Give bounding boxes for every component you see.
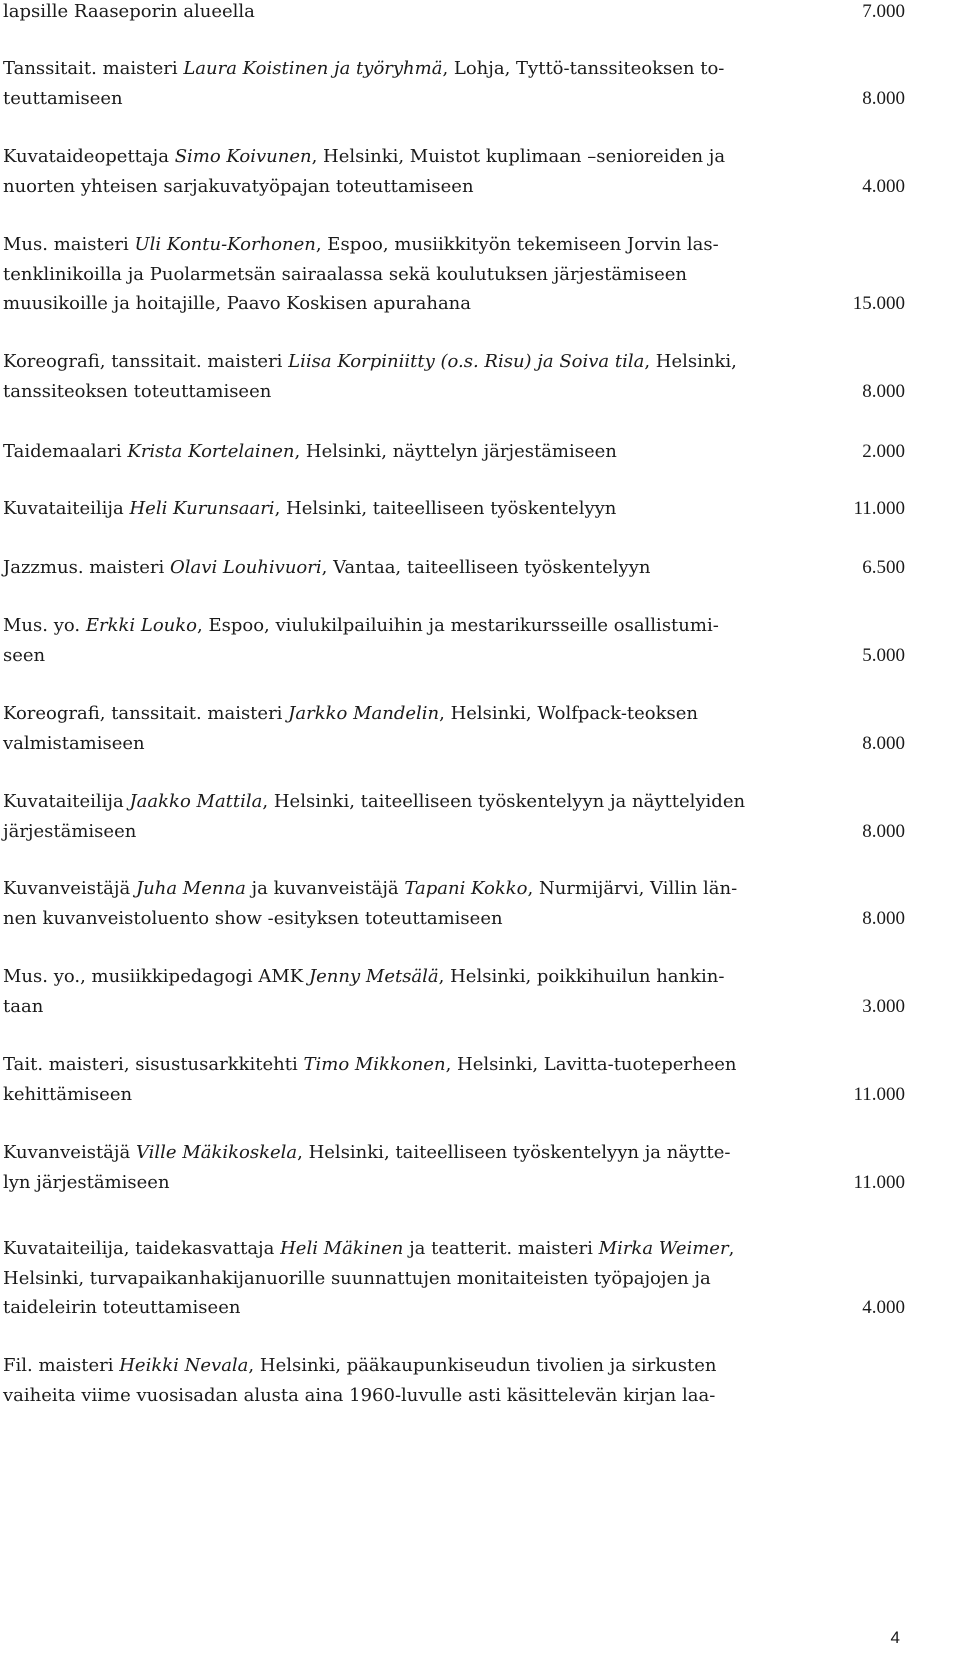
entry-text: nuorten yhteisen sarjakuvatyöpajan toteuttamiseen — [3, 175, 474, 197]
entry-text: Tanssitait. maisteri — [3, 58, 184, 79]
entry-text: Kuvanveistäjä — [3, 878, 136, 899]
recipient-name: Olavi Louhivuori — [170, 557, 322, 578]
grant-entry — [3, 965, 905, 1024]
entry-text: lyn järjestämiseen — [3, 1171, 170, 1193]
entry-text: tanssiteoksen toteuttamiseen — [3, 380, 272, 402]
entry-text: Kuvataiteilija, taidekasvattaja — [3, 1238, 281, 1259]
grant-entry — [3, 440, 905, 470]
entry-text-line — [3, 644, 45, 668]
entry-text: tenklinikoilla ja Puolarmetsän sairaalassa sekä koulutuksen järjestämiseen — [3, 263, 688, 285]
entry-text-line — [3, 380, 271, 404]
recipient-name: Simo Koivunen — [174, 146, 312, 167]
entry-text: ja teatterit. maisteri — [403, 1238, 599, 1259]
grant-amount: 4.000 — [862, 1297, 905, 1318]
entry-text-line — [3, 877, 737, 901]
entry-text: Kuvataiteilija — [3, 498, 130, 519]
entry-text-line — [3, 497, 616, 521]
recipient-name: Tapani Kokko — [404, 878, 528, 899]
grant-amount: 4.000 — [862, 175, 905, 197]
entry-text-line — [3, 1237, 734, 1261]
entry-text: , Helsinki, taiteelliseen työskentelyyn — [274, 498, 617, 519]
entry-text: , Helsinki, pääkaupunkiseudun tivolien ja sirkusten — [248, 1355, 717, 1376]
entry-text: , Helsinki, näyttelyn järjestämiseen — [294, 441, 617, 462]
entry-text: Kuvanveistäjä — [3, 1142, 136, 1163]
entry-text-line — [3, 790, 745, 814]
entry-text-line — [3, 732, 145, 756]
entry-text-line — [3, 1171, 170, 1195]
grant-entry — [3, 877, 905, 936]
entry-text: Tait. maisteri, sisustusarkkitehti — [3, 1054, 304, 1075]
page-number: 4 — [890, 1628, 900, 1647]
grant-entry — [3, 614, 905, 673]
entry-text: , Lohja, Tyttö-tanssiteoksen to- — [442, 58, 725, 79]
recipient-name: Ville Mäkikoskela — [135, 1142, 298, 1163]
entry-text: muusikoille ja hoitajille, Paavo Koskisen apurahana — [3, 293, 471, 314]
grant-entry — [3, 1354, 905, 1413]
entry-text: , Espoo, viulukilpailuihin ja mestarikursseille osallistumi- — [197, 615, 719, 636]
entry-text-line — [3, 87, 123, 111]
entry-text: , Helsinki, Lavitta-tuoteperheen — [445, 1054, 737, 1075]
grant-amount: 8.000 — [862, 87, 905, 109]
recipient-name: Krista Kortelainen — [127, 441, 295, 462]
grant-amount: 11.000 — [853, 1083, 905, 1105]
entry-text-line — [3, 1083, 132, 1107]
entry-text-line — [3, 1053, 737, 1077]
entry-text: Koreografi, tanssitait. maisteri — [3, 703, 289, 724]
entry-text-line — [3, 1141, 730, 1165]
entry-text: , — [728, 1238, 735, 1259]
entry-text-line — [3, 614, 719, 638]
recipient-name: Uli Kontu-Korhonen — [134, 234, 316, 255]
entry-text-line — [3, 702, 698, 726]
recipient-name: Erkki Louko — [85, 615, 198, 636]
entry-text-line — [3, 145, 725, 169]
recipient-name: Heli Kurunsaari — [129, 498, 275, 519]
entry-text-line — [3, 233, 719, 257]
entry-text: teuttamiseen — [3, 87, 123, 109]
entry-text-line — [3, 263, 687, 287]
entry-text: , Helsinki, Muistot kuplimaan –senioreiden ja — [311, 146, 726, 167]
entry-text: Kuvataideopettaja — [3, 146, 175, 167]
entry-text: , Espoo, musiikkityön tekemiseen Jorvin las- — [315, 234, 719, 255]
entry-text-line — [3, 995, 43, 1019]
entry-text-line — [3, 350, 737, 374]
entry-text: valmistamiseen — [3, 732, 145, 754]
entry-text: Mus. maisteri — [3, 234, 135, 255]
entry-text: kehittämiseen — [3, 1083, 133, 1105]
grant-entry — [3, 790, 905, 849]
grant-entry — [3, 556, 905, 586]
entry-text: nen kuvanveistoluento show -esityksen toteuttamiseen — [3, 907, 503, 929]
entry-text: Mus. yo. — [3, 615, 86, 636]
recipient-name: Mirka Weimer — [598, 1238, 729, 1259]
entry-text: , Helsinki, Wolfpack-teoksen — [439, 703, 699, 724]
grant-amount: 11.000 — [853, 498, 905, 519]
entry-text: ja kuvanveistäjä — [245, 878, 405, 899]
recipient-name: Heikki Nevala — [119, 1355, 249, 1376]
recipient-name: Liisa Korpiniitty (o.s. Risu) ja Soiva tila — [288, 351, 645, 372]
entry-text-line — [3, 175, 474, 199]
recipient-name: Jenny Metsälä — [308, 966, 439, 987]
grant-amount: 7.000 — [862, 1, 905, 22]
entry-text: järjestämiseen — [3, 820, 137, 842]
grant-amount: 8.000 — [862, 907, 905, 929]
entry-text: , Helsinki, taiteelliseen työskentelyyn ja näytte- — [297, 1142, 731, 1163]
entry-text-line — [3, 820, 136, 844]
entry-text: Mus. yo., musiikkipedagogi AMK — [3, 966, 309, 987]
grant-entry — [3, 57, 905, 116]
entry-text-line — [3, 1384, 715, 1408]
recipient-name: Timo Mikkonen — [303, 1054, 446, 1075]
grant-amount: 8.000 — [862, 820, 905, 842]
grant-amount: 2.000 — [862, 441, 905, 462]
entry-text: , Nurmijärvi, Villin län- — [527, 878, 738, 899]
grant-entry — [3, 0, 905, 30]
grant-entry — [3, 1053, 905, 1112]
entry-text-line — [3, 57, 724, 81]
entry-text: Koreografi, tanssitait. maisteri — [3, 351, 289, 372]
recipient-name: Heli Mäkinen — [280, 1238, 404, 1259]
entry-text: Kuvataiteilija — [3, 791, 130, 812]
grant-entry — [3, 497, 905, 527]
grant-amount: 8.000 — [862, 380, 905, 402]
grant-entry — [3, 233, 905, 322]
entry-text-line — [3, 1267, 711, 1291]
entry-text-line — [3, 907, 503, 931]
grant-amount: 8.000 — [862, 732, 905, 754]
grant-amount: 5.000 — [862, 644, 905, 666]
entry-text: Taidemaalari — [3, 441, 128, 462]
entry-text: taideleirin toteuttamiseen — [3, 1297, 241, 1318]
grant-amount: 3.000 — [862, 995, 905, 1017]
recipient-name: Juha Menna — [135, 878, 246, 899]
entry-text: , Vantaa, taiteelliseen työskentelyyn — [321, 557, 651, 578]
entry-text-line — [3, 965, 724, 989]
grant-amount: 6.500 — [862, 557, 905, 578]
entry-text: lapsille Raaseporin alueella — [3, 1, 255, 22]
grant-entry — [3, 1141, 905, 1200]
entry-text-line — [3, 0, 255, 24]
grant-entry — [3, 702, 905, 761]
entry-text: Jazzmus. maisteri — [3, 557, 171, 578]
grant-entry — [3, 145, 905, 204]
entry-text: , Helsinki, poikkihuilun hankin- — [438, 966, 725, 987]
grant-amount: 15.000 — [852, 293, 905, 314]
grant-entry — [3, 350, 905, 409]
entry-text: seen — [3, 644, 46, 666]
recipient-name: Jaakko Mattila — [129, 791, 263, 812]
recipient-name: Jarkko Mandelin — [288, 703, 440, 724]
entry-text-line — [3, 1354, 717, 1378]
grant-entry — [3, 1237, 905, 1326]
entry-text: vaiheita viime vuosisadan alusta aina 1960-luvulle asti käsittelevän kirjan laa- — [3, 1384, 716, 1406]
entry-text: taan — [3, 995, 44, 1017]
entry-text-line — [3, 440, 617, 464]
entry-text: , Helsinki, taiteelliseen työskentelyyn ja näyttelyiden — [262, 791, 746, 812]
entry-text: Fil. maisteri — [3, 1355, 120, 1376]
entry-text: Helsinki, turvapaikanhakijanuorille suunnattujen monitaiteisten työpajojen ja — [3, 1267, 711, 1289]
entry-text-line — [3, 1296, 240, 1320]
entry-text-line — [3, 556, 650, 580]
entry-text: , Helsinki, — [644, 351, 737, 372]
grant-amount: 11.000 — [853, 1171, 905, 1193]
recipient-name: Laura Koistinen ja työryhmä — [183, 58, 443, 79]
entry-text-line — [3, 292, 471, 316]
